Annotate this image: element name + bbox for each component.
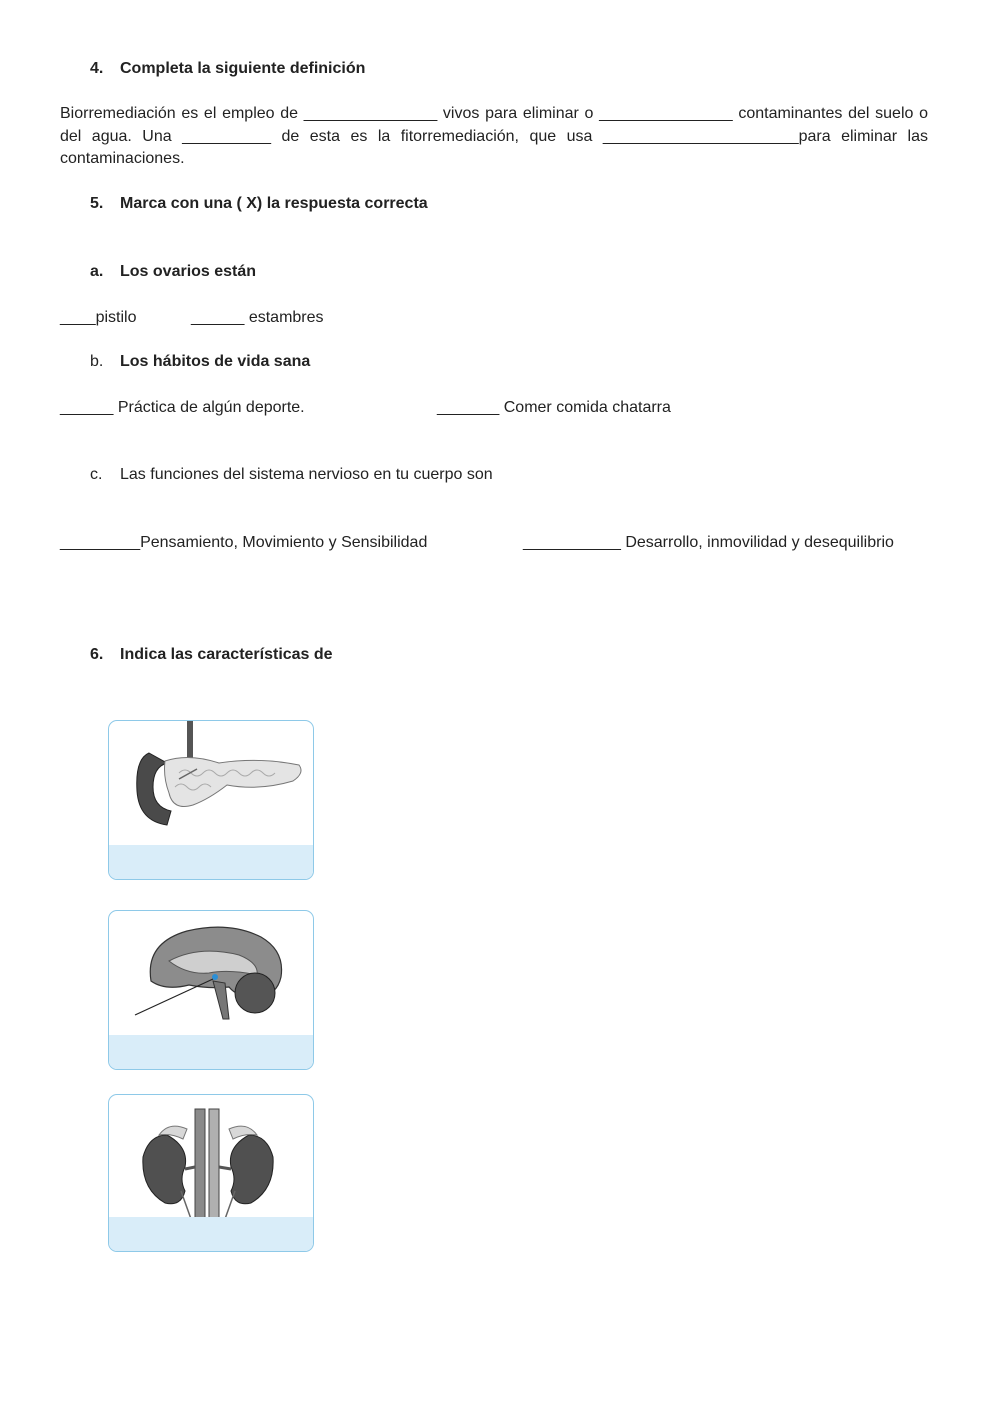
pancreas-icon — [109, 721, 314, 847]
q5b-option-comida-chatarra[interactable]: _______ Comer comida chatarra — [437, 399, 671, 416]
q5-title: Marca con una ( X) la respuesta correcta — [120, 195, 428, 212]
q5b-option-deporte[interactable]: ______ Práctica de algún deporte. — [60, 399, 305, 416]
brain-hypophysis-icon — [109, 911, 314, 1037]
brain-answer-band — [109, 1035, 313, 1069]
q5c-text: Las funciones del sistema nervioso en tu cuerpo son — [120, 466, 493, 483]
pancreas-image-card — [108, 720, 314, 880]
q6-number: 6. — [90, 646, 104, 663]
kidneys-answer-band — [109, 1217, 313, 1251]
q5c-letter: c. — [90, 466, 103, 483]
q5b-prompt — [90, 353, 310, 371]
q5-number: 5. — [90, 195, 104, 212]
q5b-letter: b. — [90, 353, 104, 370]
q4-number: 4. — [90, 60, 104, 77]
kidneys-image-card — [108, 1094, 314, 1252]
q5a-prompt — [90, 263, 256, 281]
q6-title: Indica las características de — [120, 646, 333, 663]
q4-heading — [90, 60, 365, 78]
q5-heading — [90, 195, 428, 213]
kidneys-adrenal-icon — [109, 1095, 314, 1219]
q5a-letter: a. — [90, 263, 104, 280]
pancreas-answer-band — [109, 845, 313, 879]
q6-heading — [90, 646, 333, 664]
q5c-option-desarrollo[interactable]: ___________ Desarrollo, inmovilidad y desequilibrio — [523, 534, 894, 551]
brain-image-card — [108, 910, 314, 1070]
q4-definition-paragraph: Biorremediación es el empleo de _______________ vivos para eliminar o _______________ contaminantes del suelo o del agua. Una __________ de esta es la fitorremediación, que usa ______________________para eliminar las contaminaciones. — [60, 105, 928, 167]
q5b-text: Los hábitos de vida sana — [120, 353, 311, 370]
q5a-text: Los ovarios están — [120, 263, 257, 280]
q5c-prompt — [90, 466, 493, 484]
q4-title: Completa la siguiente definición — [120, 60, 366, 77]
q5c-option-pensamiento[interactable]: _________Pensamiento, Movimiento y Sensibilidad — [60, 534, 428, 551]
q5a-option-estambres[interactable]: ______ estambres — [191, 309, 324, 326]
q5a-option-pistilo[interactable]: ____pistilo — [60, 309, 137, 326]
